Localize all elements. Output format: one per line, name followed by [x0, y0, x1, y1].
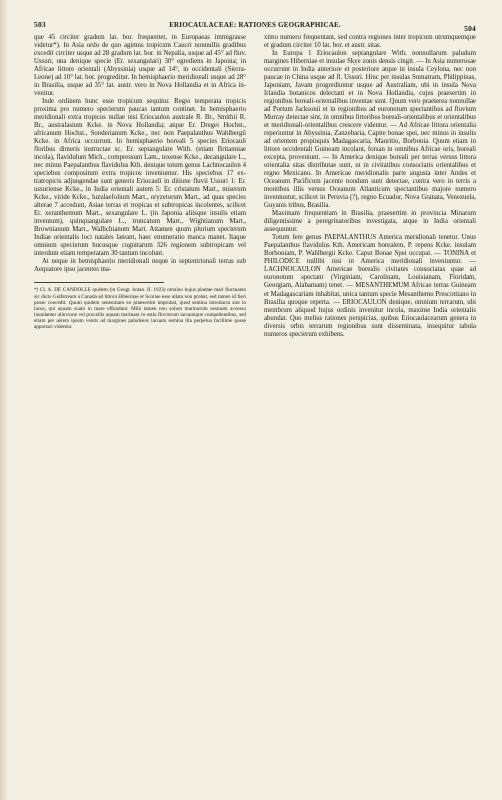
page-number-left: 503 [34, 20, 46, 29]
footnote-rule [34, 282, 164, 283]
right-column [264, 34, 476, 339]
page-spine-shadow [0, 0, 8, 800]
paragraph: ximo numero frequentant, sed contra regiones inter tropicum utrumquemque et gradum circiter 10 lat. bor. et austr. sitas. [264, 34, 476, 50]
running-header [34, 20, 476, 32]
paragraph: In Europa 1 Eriocaulon septangulare With. nonnullarum paludum margines Hiberniae et insulae Skye zonis densis cingit. — In Asia numerosae occurrunt in India anteriore et posteriore atque in insula Ceylona, nec non paucae in China usque ad fl. Ussuri. Hinc per insulas Sumatram, Philippinas, Japoniam, Javam progrediuntur usque ad Australiam, ubi in insula Nova Irlandia botanicos delectant et in Nova Hollandia, cujus praesertim in regionibus boreali-orientalibus inventae sunt. Quum vero praeterea nonnullae ad Portum Jacksonii et in regionibus ad euronotum spectantibus ad fluvium Murray detectae sint, in omnibus littoribus boreali-orientalibus et orientalibus et meridionali-orientalibus crescere videntur. — Ad Africae littora orientalia reperiuntur in Abyssinia, Zanzebaria, Capite bonae spei, nec minus in insulis ad orientem propinquis Madagascaria, Mauritio, Borbonia. Quum etiam in littore occidentali Guineam incolant, forsan in omnibus Africae oris, boreali excepta, proveniunt. — In America denique boreali per terras versus littora orientalia sitas distributae sunt, ut in civitatibus consociatis orientalibus et regno Mexicano. In Americae meridionalis parte angusta inter Andes et Oceanum Pacificum jacente nondum sunt detectae, contra vero in terris a montibus illis versus Oceanum Atlanticum spectantibus majore numero inveniuntur, scilicet in Peruvia (?), regno Ecuador, Nova Granata, Venezuela, Guyanis tribus, Brasilia. [264, 50, 476, 210]
page-number-right: 504 [464, 24, 476, 33]
paragraph: Maximam frequentiam in Brasilia, praesertim in provincia Minarum diligentissime a peregrinatoribus investigata, atque in India orientali assequuntur. [264, 210, 476, 234]
paragraph: que 45 circiter gradum lat. bor. frequentet, in Europaeas immigrasse videtur*). In Asia ordo de quo agimus tropicum Caucri nonnullis gradibus excedit circiter usque ad 28 gradum lat. bor. in Nepalia, usque ad 45° ad fluv. Ussuri, una denique specie (Er. sexangulari) 30° egrediens in Japonia; in Africae littore orientali (Abyssinia) usque ad 14°, in occidentali (Sierra-Leone) ad 10° lat. bor. progreditur. In hemisphaerio meridionali usque ad 28° in Brasilia, usque ad 35° lat. austr. vero in Nova Hollandia et in Africa invenitur. [34, 34, 246, 98]
paragraph: Inde ordinem hunc esse tropicum sequitur. Regio temperata tropicis proxima pro numero specierum paucas tantum continet. In hemisphaerio meridionali extra tropicos nullae nisi Eriocaulon australe R. Br., Smithii R. Br., australasium Kcke. in Nova Hollandia; atque Er. Dregei Hochst., africanum Hochst., Sonderianum Kcke., nec non Paepalanthus Wahlbergii Kcke. in Africa occurrunt. In hemisphaerio boreali 5 species Eriocauli floribus dimeris instructae sc. Er. septangulare With. (etiam Britanniae incola), flavidulum Mich., compressum Lam., texense Kcke., decangulare L., nec minus Paepalanthus flavidulus Kth. denique totum genus Lachnocaulon 4 speciebus compositum extra tropicos inveniuntur. His speciebus 17 extratropicis adjungendae sunt generis Eriocauli in ditione fluvii Ussuri 1: Er. ussuriense Kcke., in India orientali autem 5: Er. cristatum Mart., miserum Kcke., viride Kcke., luzulaefolium Mart., oryzetorum Mart., ad quas species alterae 7 accedunt, Asiae terras et tropicas et subtropicas incolentes, scilicet Er. xeranthemum Mart., sexangulare L. (in Japonia aliisque insulis etiam inventum), quinquangulare L., truncatum Mart., Wightianum Mart., Brownianum Mart., Wallichianum Mart. Attamen quum plurium specierum Indiae orientalis loci natales lateant, haec enumeratio manca manet. Itaque omnium specierum hucusque cognitarum 326 regionem subtropicam vel interdum etiam temperatam 30 tantum incolunt. [34, 98, 246, 258]
footnote: *) Cl. A. DE CANDOLLE quidem (in Geogr. botan. II. 1023) omnino hujus plantae mari fluctuante sic dicto Gulfstream a Canada ad littora Hiberniae et Scotiae esse allata non probat, sed tamen id fieri posse concedit. Quum quidem sententiam eo praesertim improbat, quod semina introducta sint in lacus, qui aquam suam in mare effundunt. Mihi tamen non solum marinorum aestuum accessu inundanter alluvione vel procellis aquam marinam in ostia fluviorum lacuumque compellentibus, sed etiam per aërem ipsum ventis ad margines paludosos lacuum semina illa perpetua facillime posse apportari videntur. [34, 287, 246, 331]
text-columns [34, 34, 476, 339]
left-column [34, 34, 246, 339]
paragraph: At neque in hemisphaerio meridionali neque in septentrionali terras sub Aequatore ipso jacentes ma- [34, 258, 246, 274]
running-title: ERIOCAULACEAE: RATIONES GEOGRAPHICAE. [169, 21, 341, 29]
paragraph: Totum fere genus PAEPALANTHUS America meridionali tenetur. Unus Paepalanthus flavidulus Kth. Americam borealem, P. repens Kcke. insulam Borboniam, P. Wahlbergii Kcke. Caput Bonae Spei occupat. — TONINA et PHILODICE nullibi nisi in America meridionali inveniuntur. — LACHNOCAULON Americae borealis civitates consociatas quae ad euronotum spectant (Virginiam, Carolinam, Louisianam, Floridam, Georgiam, Alabamam) tenet. — MESANTHEMUM Africae terras Guineam et Madagascariam inhabitat, unica tantum specie Mesanthemo Prescottiano in Brasilia quoque reperta. — ERIOCAULON denique, omnium terrarum, ubi membrum aliquod hujus ordinis invenitur incola, maxime India orientalis abundat. Quo melius rationes perspicias, quibus Eriocaulacearum genera in diversis orbis terrarum regionibus sunt disseminata, insequitur tabula numeros specierum exhibens. [264, 234, 476, 338]
